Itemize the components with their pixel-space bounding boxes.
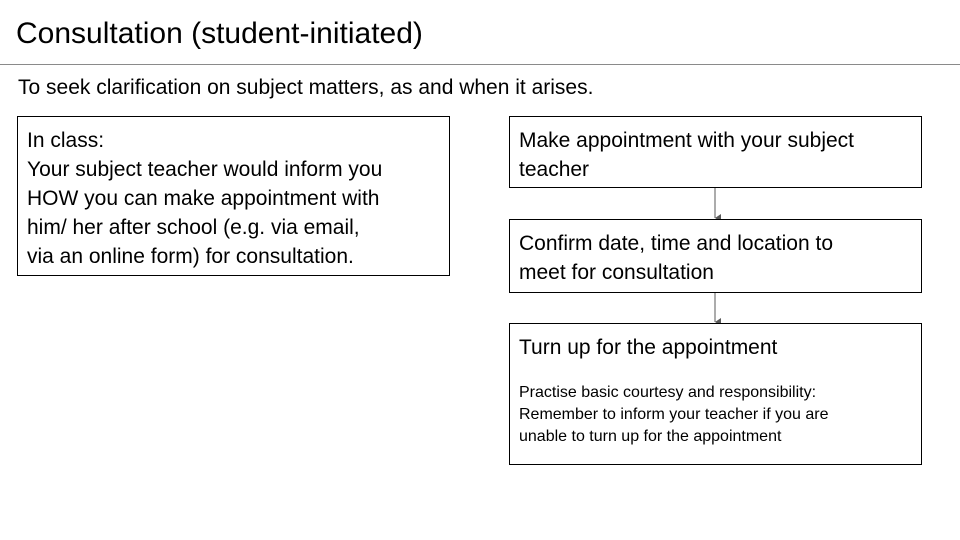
flow-step-turn-up: [509, 323, 922, 465]
slide-subtitle: To seek clarification on subject matters, as and when it arises.: [18, 76, 594, 99]
step-line: Turn up for the appointment: [519, 336, 778, 359]
info-line: him/ her after school (e.g. via email,: [27, 216, 360, 239]
slide-title: Consultation (student-initiated): [16, 17, 423, 50]
flow-step-make-appointment: [509, 116, 922, 188]
info-line: via an online form) for consultation.: [27, 245, 354, 268]
step-note-line: Practise basic courtesy and responsibility:: [519, 384, 817, 401]
in-class-info-box: [17, 116, 450, 276]
step-spacer: [519, 362, 912, 382]
info-line: Your subject teacher would inform you: [27, 158, 383, 181]
info-heading: In class:: [27, 129, 105, 152]
step-line: meet for consultation: [519, 261, 714, 284]
step-note-line: unable to turn up for the appointment: [519, 428, 782, 445]
step-line: Make appointment with your subject: [519, 129, 855, 152]
info-line: HOW you can make appointment with: [27, 187, 380, 210]
step-line: teacher: [519, 158, 590, 181]
title-divider: [0, 64, 960, 65]
flow-step-confirm-details: [509, 219, 922, 293]
step-note-line: Remember to inform your teacher if you are: [519, 406, 829, 423]
step-line: Confirm date, time and location to: [519, 232, 833, 255]
